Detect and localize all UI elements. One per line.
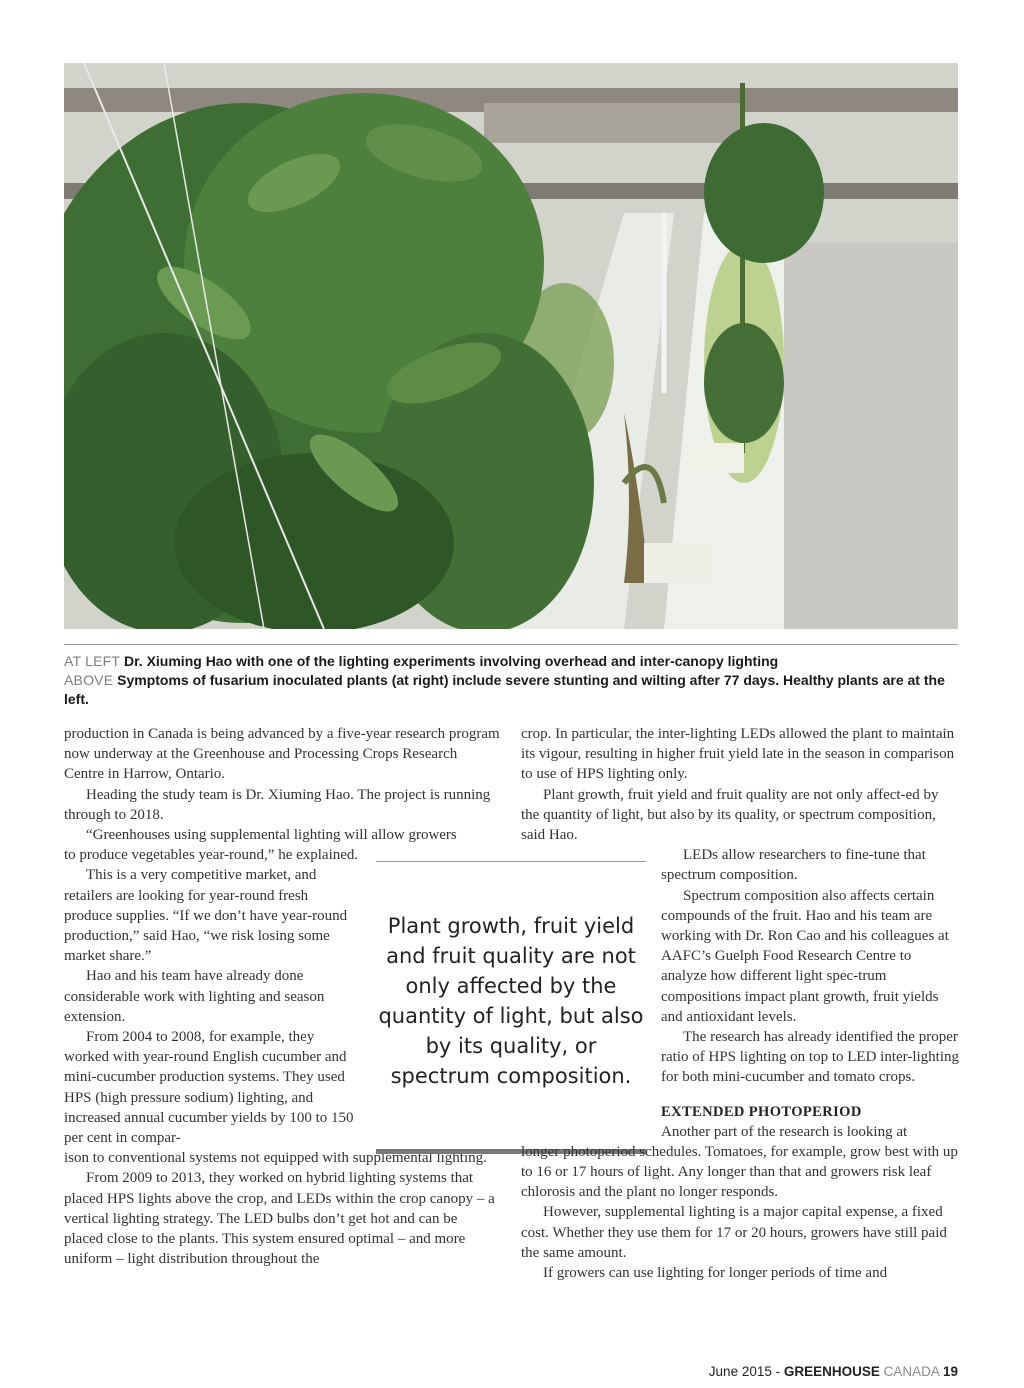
caption-line-above	[64, 671, 964, 709]
caption-tag-above: ABOVE	[64, 672, 114, 688]
footer-date: June 2015 -	[708, 1364, 781, 1379]
paragraph: production in Canada is being advanced by a five-year research program now underway at the Greenhouse and Processing Crops Research Centre in Harrow, Ontario.	[64, 726, 500, 783]
paragraph: crop. In particular, the inter-lighting LEDs allowed the plant to maintain its vigour, resulting in higher fruit yield late in the season in comparison to use of HPS lighting only.	[521, 726, 955, 783]
paragraph: From 2009 to 2013, they worked on hybrid lighting systems that placed HPS lights above the crop, and LEDs within the crop canopy – a vertical lighting strategy. The LED bulbs don’t get hot and can be placed close to the plants. This system ensured optimal – and more uniform – light distribution throughout the	[64, 1170, 495, 1268]
paragraph: longer photoperiod schedules. Tomatoes, for example, grow best with up to 16 or 17 hours of light. Any longer than that and growers risk leaf chlorosis and the plant no longer responds.	[521, 1143, 958, 1201]
paragraph: Spectrum composition also affects certain compounds of the fruit. Hao and his team are working with Dr. Ron Cao and his colleagues at AAFC’s Guelph Food Research Centre to analyze how different light spec-trum compositions impact plant growth, fruit yields and antioxidant levels.	[661, 887, 949, 1025]
paragraph: Another part of the research is looking at	[661, 1123, 908, 1140]
paragraph: Hao and his team have already done considerable work with lighting and season extension.	[64, 968, 325, 1025]
paragraph: Heading the study team is Dr. Xiuming Hao. The project is running through to 2018.	[64, 786, 491, 823]
pull-quote-text: Plant growth, fruit yield and fruit quality are not only affected by the quantity of light, but also by its quality, or spectrum composition.	[378, 914, 644, 1088]
narrow-text-block	[64, 845, 360, 1148]
footer-brand-light: CANADA	[883, 1364, 940, 1379]
paragraph: ison to conventional systems not equipped with supplemental lighting.	[64, 1150, 487, 1167]
paragraph: to produce vegetables year-round,” he explained.	[64, 847, 359, 864]
narrow-text-block	[661, 845, 959, 1087]
caption-text-above: Symptoms of fusarium inoculated plants (at right) include severe stunting and wilting after 77 days. Healthy plants are at the left.	[64, 672, 945, 707]
photo-caption	[64, 652, 964, 709]
paragraph: If growers can use lighting for longer periods of time and	[543, 1265, 888, 1282]
page-footer	[709, 1364, 958, 1379]
footer-brand-bold: GREENHOUSE	[783, 1364, 880, 1379]
article-column-right	[521, 724, 959, 1283]
narrow-text-block	[661, 1122, 959, 1142]
greenhouse-plants-photo	[64, 63, 958, 629]
paragraph: LEDs allow researchers to fine-tune that spectrum composition.	[661, 847, 926, 884]
paragraph: From 2004 to 2008, for example, they worked with year-round English cucumber and mini-cucumber production systems. They used HPS (high pressure sodium) lighting, and increased annual cucumber yields by 100 to 150 per cent in compar-	[64, 1029, 354, 1147]
caption-tag-at-left: AT LEFT	[64, 653, 121, 669]
paragraph: However, supplemental lighting is a major capital expense, a fixed cost. Whether they use them for 17 or 20 hours, growers have still paid the same amount.	[521, 1204, 947, 1261]
page-number: 19	[942, 1364, 958, 1379]
paragraph: This is a very competitive market, and retailers are looking for year-round fresh produce supplies. “If we don’t have year-round production,” said Hao, “we risk losing some market share.”	[64, 867, 348, 965]
caption-rule	[64, 644, 958, 645]
caption-line-at-left	[64, 652, 964, 671]
paragraph: The research has already identified the proper ratio of HPS lighting on top to LED inter-lighting for both mini-cucumber and tomato crops.	[661, 1029, 960, 1086]
section-heading: EXTENDED PHOTOPERIOD	[661, 1103, 862, 1120]
paragraph: Plant growth, fruit yield and fruit quality are not only affect-ed by the quantity of light, but also by its quality, or spectrum composition, said Hao.	[521, 786, 939, 844]
caption-text-at-left: Dr. Xiuming Hao with one of the lighting experiments involving overhead and inter-canopy lighting	[124, 653, 779, 669]
paragraph: “Greenhouses using supplemental lighting will allow growers	[86, 827, 457, 844]
